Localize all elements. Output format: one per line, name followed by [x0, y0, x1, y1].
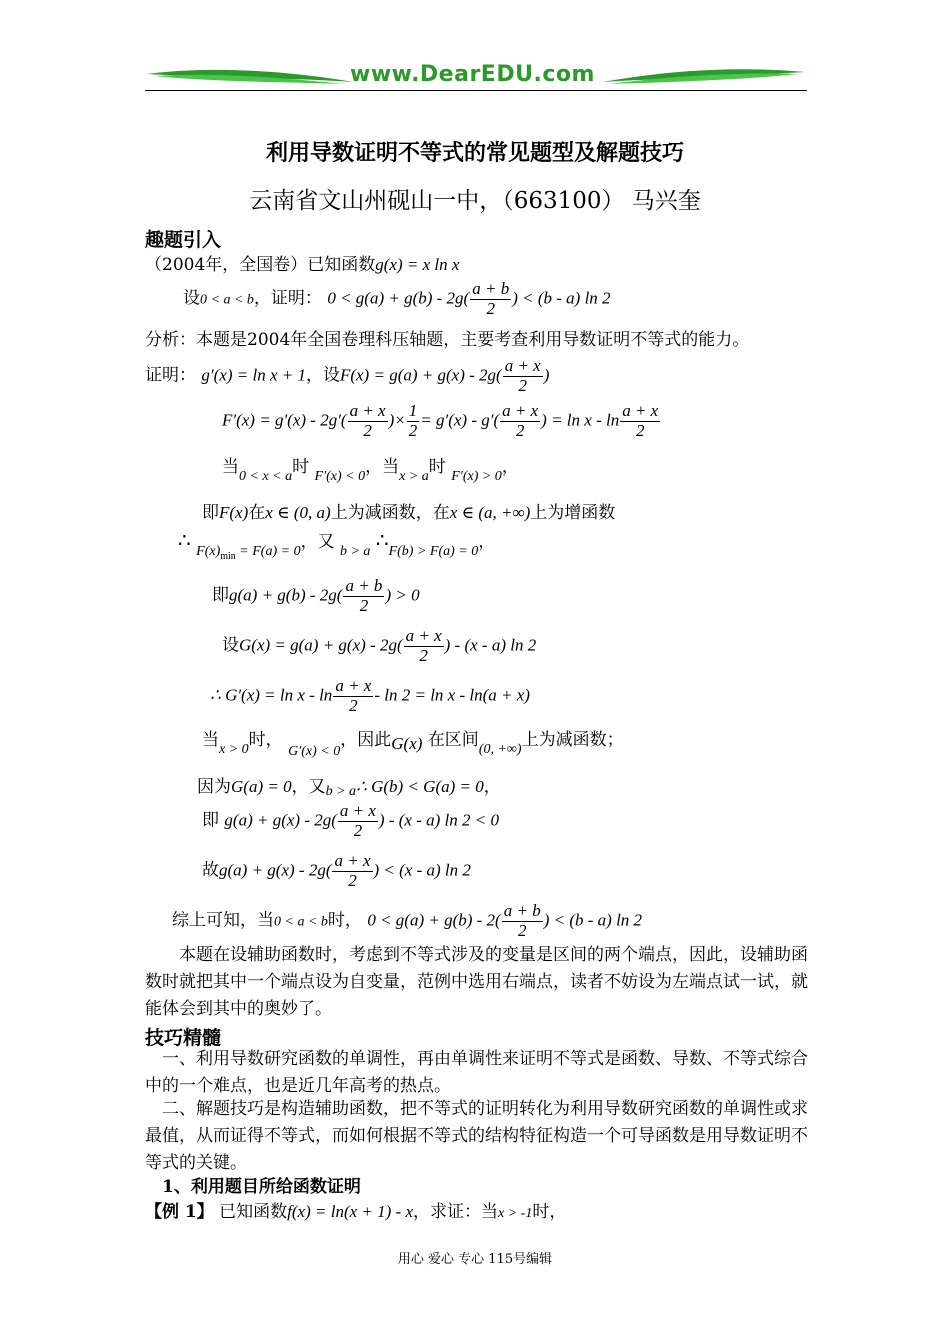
- proof-conclusion: 综上可知，当0 < a < b时， 0 < g(a) + g(b) - 2( $\frac{a + b}{2}$ ) < (b - a) ln 2: [172, 901, 643, 940]
- subsection-heading-1: 1、利用题目所给函数证明: [162, 1177, 361, 1197]
- proof-line-8: ∴ G′(x) = ln x - ln $\frac{a + x}{2}$ - ln 2 = ln x - ln(a + x): [210, 676, 530, 715]
- analysis-text: 分析：本题是2004年全国卷理科压轴题，主要考查利用导数证明不等式的能力。: [145, 330, 750, 350]
- proof-line-6: 即g(a) + g(b) - 2g( $\frac{a + b}{2}$ ) > 0: [212, 576, 420, 615]
- leaf-decoration-right: [600, 64, 807, 90]
- header-banner: [145, 60, 807, 94]
- proof-line-2: F′(x) = g′(x) - 2g′( $\frac{a + x}{2}$ )× $\frac{1}{2}$ = g′(x) - g′( $\frac{a + x}{2}$ ) = ln x - ln $\frac{a + x}{2}$: [222, 401, 659, 440]
- proof-line-5: ∴ $_{F(x)_{min} = F(a) = 0}$，又 $_{b > a}$ $\therefore_{F(b) > F(a) = 0}$，: [178, 528, 496, 562]
- proof-line-11: 即 g(a) + g(x) - 2g( $\frac{a + x}{2}$ ) - (x - a) ln 2 < 0: [202, 801, 499, 840]
- skills-point-2: 二、解题技巧是构造辅助函数，把不等式的证明转化为利用导数研究函数的单调性或求最值，从而证得不等式，而如何根据不等式的结构特征构造一个可导函数是用导数证明不等式的关键。: [145, 1099, 808, 1173]
- site-logo-text: www.DearEDU.com: [350, 62, 595, 87]
- problem-claim: 设0 < a < b，证明： 0 < g(a) + g(b) - 2g( $\frac{a + b}{2}$ ) < (b - a) ln 2: [183, 279, 611, 318]
- footer-text: 用心 爱心 专心 115号编辑: [397, 1252, 553, 1267]
- header-rule: [145, 90, 807, 91]
- author-line: 云南省文山州砚山一中，（663100） 马兴奎: [249, 188, 701, 214]
- proof-line-7: 设G(x) = g(a) + g(x) - 2g( $\frac{a + x}{2}$ ) - (x - a) ln 2: [222, 626, 537, 665]
- proof-line-9: 当$_{x > 0}$时， $_{G'(x) < 0}$，因此G(x) 在区间$_{(0, +\infty)}$上为减函数；: [202, 730, 624, 759]
- leaf-decoration-left: [145, 64, 355, 90]
- proof-line-10: 因为G(a) = 0，又b > a∴ G(b) < G(a) = 0，: [197, 777, 501, 799]
- proof-line-3: 当$_{0 < x < a}$时 $_{F'(x) < 0}$，当$_{x > a}$时 $_{F'(x) > 0}$，: [222, 457, 519, 484]
- section-heading-intro: 趣题引入: [145, 229, 222, 251]
- section-heading-skills: 技巧精髓: [145, 1027, 222, 1049]
- proof-line-1: 证明： g′(x) = ln x + 1，设F(x) = g(a) + g(x) - 2g( $\frac{a + x}{2}$ ): [145, 356, 550, 395]
- proof-line-4: 即F(x)在x ∈ (0, a)上为减函数，在x ∈ (a, +∞)上为增函数: [202, 503, 616, 523]
- remark-paragraph: 本题在设辅助函数时，考虑到不等式涉及的变量是区间的两个端点，因此，设辅助函数时就把其中一个端点设为自变量，范例中选用右端点，读者不妨设为左端点试一试，就能体会到其中的奥妙了。: [145, 945, 808, 1019]
- skills-point-1: 一、利用导数研究函数的单调性，再由单调性来证明不等式是函数、导数、不等式综合中的一个难点，也是近几年高考的热点。: [145, 1049, 808, 1096]
- page-title: 利用导数证明不等式的常见题型及解题技巧: [265, 141, 684, 166]
- problem-statement: （2004年，全国卷）已知函数g(x) = x ln x: [145, 255, 460, 275]
- proof-line-12: 故g(a) + g(x) - 2g( $\frac{a + x}{2}$ ) < (x - a) ln 2: [202, 851, 471, 890]
- example-1: 【例 1】 已知函数f(x) = ln(x + 1) - x，求证：当x > -1时，: [145, 1202, 567, 1222]
